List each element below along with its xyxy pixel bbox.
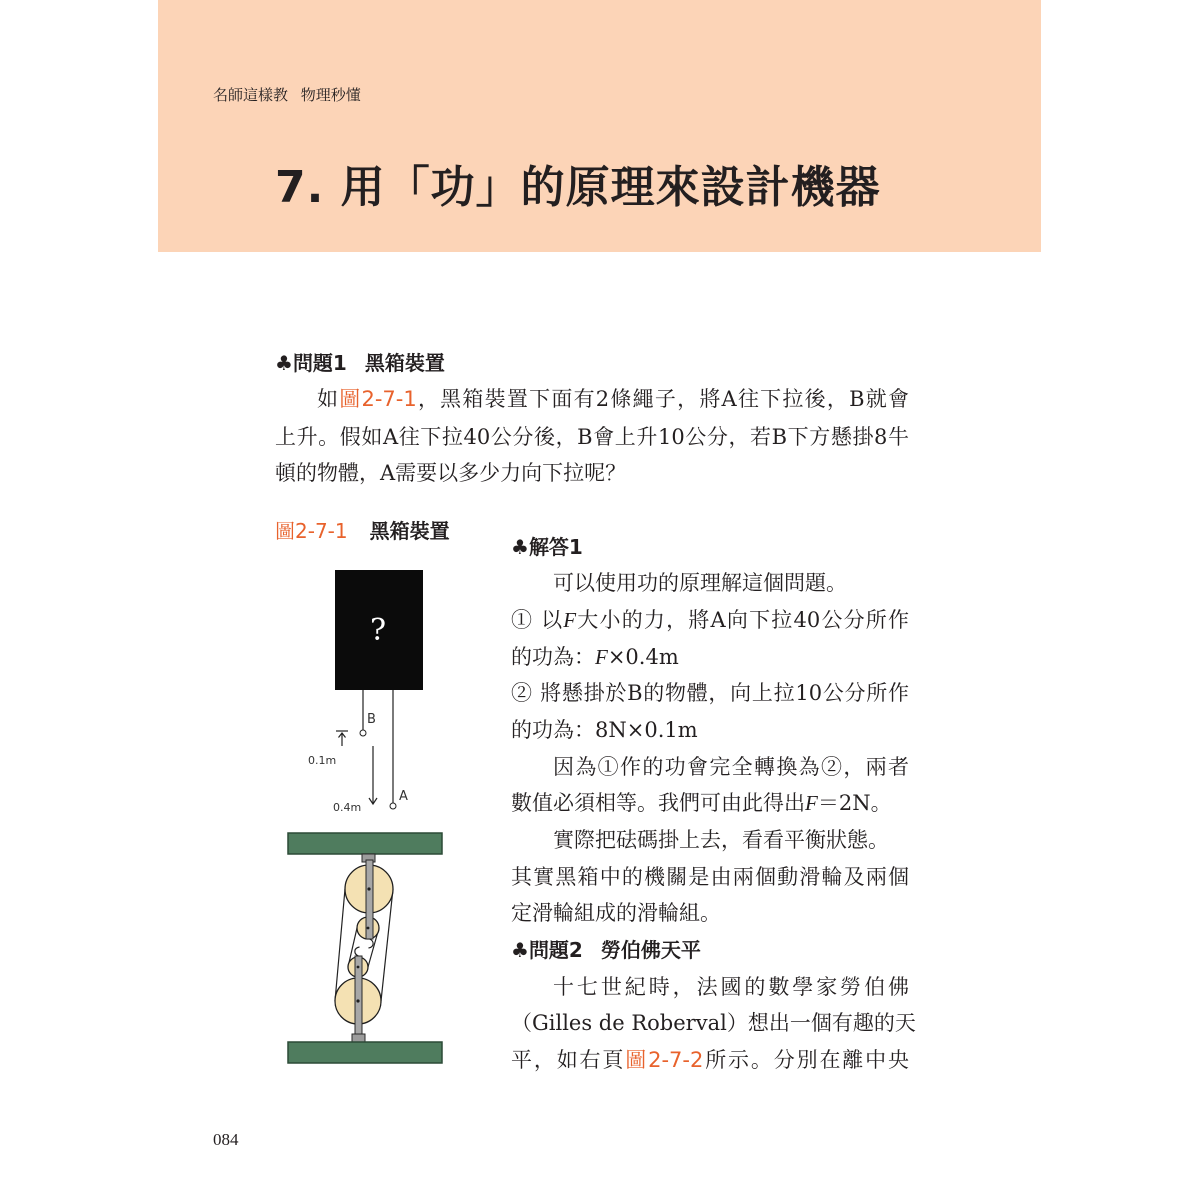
figure-reference: 圖2-7-2 (625, 1048, 704, 1072)
ceiling-plate (288, 833, 442, 854)
text-segment: 所示。分別在離中央 (703, 1048, 909, 1072)
rope-a-end (390, 803, 396, 809)
text-segment: ×0.4m (607, 645, 679, 669)
text-segment: 平，如右頁 (511, 1048, 626, 1072)
pulley-axle (367, 887, 370, 890)
problem1-line: 頓的物體，A需要以多少力向下拉呢？ (275, 461, 627, 485)
black-box-setup (308, 570, 423, 814)
figure-caption-number: 圖2-7-1 (275, 519, 348, 543)
club-icon: ♣ (511, 938, 529, 962)
rope-b-end (360, 730, 366, 736)
problem1-title: 黑箱裝置 (364, 351, 445, 375)
rope-b-label: B (367, 712, 376, 727)
problem2-line: 十七世紀時，法國的數學家勞伯佛 (553, 975, 909, 999)
series-title: 名師這樣教 物理秒懂 (213, 86, 361, 104)
text-segment: ① 以 (511, 608, 564, 632)
text-segment: 的功為： (511, 645, 595, 669)
answer1-line: 可以使用功的原理解這個問題。 (553, 571, 847, 595)
problem1-heading (275, 350, 445, 376)
black-box-question-mark: ? (369, 613, 387, 648)
figure-caption-title: 黑箱裝置 (369, 519, 450, 543)
pull-distance-label: 0.4m (333, 801, 362, 814)
rise-arrow-up-icon (336, 731, 348, 746)
club-icon: ♣ (511, 535, 529, 559)
text-segment: ，黑箱裝置下面有2條繩子，將A往下拉後，B就會 (416, 387, 909, 411)
problem2-heading (511, 937, 701, 963)
text-segment: 數值必須相等。我們可由此得出 (511, 791, 805, 815)
answer1-line: ② 將懸掛於B的物體，向上拉10公分所作 (511, 681, 909, 705)
problem2-label: 問題2 (528, 938, 583, 962)
problem1-label: 問題1 (292, 351, 347, 375)
pulley-axle (357, 966, 360, 969)
problem2-line (511, 1047, 909, 1073)
floor-mount (352, 1034, 365, 1042)
variable-f: F (563, 608, 577, 632)
chapter-title: 7. 用「功」的原理來設計機器 (275, 162, 881, 213)
answer1-line (511, 607, 909, 633)
pulley-block (288, 833, 442, 1063)
pulley-axle (356, 999, 359, 1002)
figure-caption (275, 518, 450, 544)
answer1-line: 定滑輪組成的滑輪組。 (511, 901, 721, 925)
answer1-line: 的功為：8N×0.1m (511, 718, 698, 742)
variable-f: F (805, 791, 818, 815)
rise-distance-label: 0.1m (308, 754, 337, 767)
black-box-figure (280, 560, 450, 1070)
problem2-line: （Gilles de Roberval）想出一個有趣的天 (511, 1011, 916, 1035)
lower-hook (355, 947, 360, 956)
answer1-line: 因為①作的功會完全轉換為②，兩者 (553, 755, 909, 779)
answer1-line: 實際把砝碼掛上去，看看平衡狀態。 (553, 828, 889, 852)
problem1-line: 上升。假如A往下拉40公分後，B會上升10公分，若B下方懸掛8牛 (275, 425, 909, 449)
page-number: 084 (213, 1130, 239, 1149)
variable-f: F (595, 645, 608, 669)
text-segment: 如 (317, 387, 340, 411)
problem2-title: 勞伯佛天平 (600, 938, 701, 962)
figure-reference: 圖2-7-1 (339, 387, 417, 411)
pulley-axle (367, 927, 370, 930)
pull-arrow-down-icon (369, 746, 377, 804)
club-icon: ♣ (275, 351, 293, 375)
answer1-heading (511, 534, 583, 560)
rope-a-label: A (399, 789, 408, 804)
upper-hook (369, 939, 374, 948)
floor-plate (288, 1042, 442, 1063)
answer1-line (511, 644, 679, 670)
answer1-label: 解答1 (528, 535, 583, 559)
chapter-header-band (158, 0, 1041, 252)
problem1-line (317, 386, 909, 412)
text-segment: 大小的力，將A向下拉40公分所作 (576, 608, 909, 632)
answer1-line (511, 790, 892, 816)
answer1-line: 其實黑箱中的機關是由兩個動滑輪及兩個 (511, 865, 909, 889)
text-segment: ＝2N。 (817, 791, 892, 815)
